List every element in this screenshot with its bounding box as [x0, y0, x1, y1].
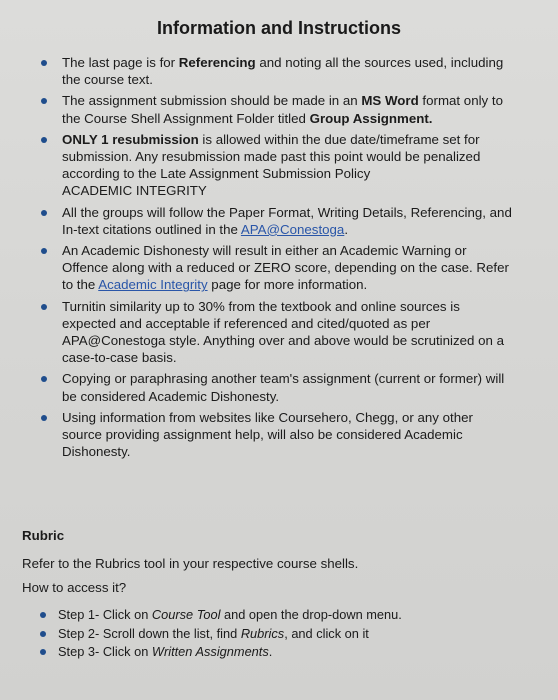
list-item: All the groups will follow the Paper Format, Writing Details, Referencing, and In-text citations outlined in the APA@Conestoga.: [34, 204, 514, 238]
list-item: Using information from websites like Coursehero, Chegg, or any other source providing assignment help, will also be considered Academic Dishonesty.: [34, 409, 514, 461]
list-item: Copying or paraphrasing another team's assignment (current or former) will be considered Academic Dishonesty.: [34, 370, 514, 404]
list-item: ONLY 1 resubmission is allowed within the due date/timeframe set for submission. Any resubmission made past this point would be penalized according to the Late Assignment Submission Policy ACADEMIC INTEGRITY: [34, 131, 514, 200]
rubric-heading: Rubric: [22, 528, 65, 543]
list-item: Turnitin similarity up to 30% from the textbook and online sources is expected and acceptable if referenced and cited/quoted as per APA@Conestoga style. Anything over and above would be scrutinized on a case-to-case basis.: [34, 298, 514, 367]
section-label: ACADEMIC INTEGRITY: [62, 183, 207, 199]
rubric-access-question: How to access it?: [22, 580, 127, 595]
rubric-description: Refer to the Rubrics tool in your respective course shells.: [22, 556, 359, 571]
apa-conestoga-link[interactable]: APA@Conestoga: [240, 221, 345, 237]
list-item: The last page is for Referencing and noting all the sources used, including the course text.: [34, 54, 514, 88]
instructions-list: [34, 54, 514, 464]
list-item: Step 1- Click on Course Tool and open the drop-down menu.: [34, 606, 514, 625]
list-item: Step 3- Click on Written Assignments.: [34, 643, 514, 662]
list-item: Step 2- Scroll down the list, find Rubrics, and click on it: [34, 625, 514, 644]
list-item: An Academic Dishonesty will result in either an Academic Warning or Offence along with a reduced or ZERO score, depending on the case. Refer to the Academic Integrity page for more information.: [34, 242, 514, 294]
list-item: The assignment submission should be made in an MS Word format only to the Course Shell Assignment Folder titled Group Assignment.: [34, 92, 514, 126]
rubric-steps-list: [34, 606, 514, 662]
academic-integrity-link[interactable]: Academic Integrity: [98, 277, 208, 293]
page-title: Information and Instructions: [156, 18, 401, 38]
